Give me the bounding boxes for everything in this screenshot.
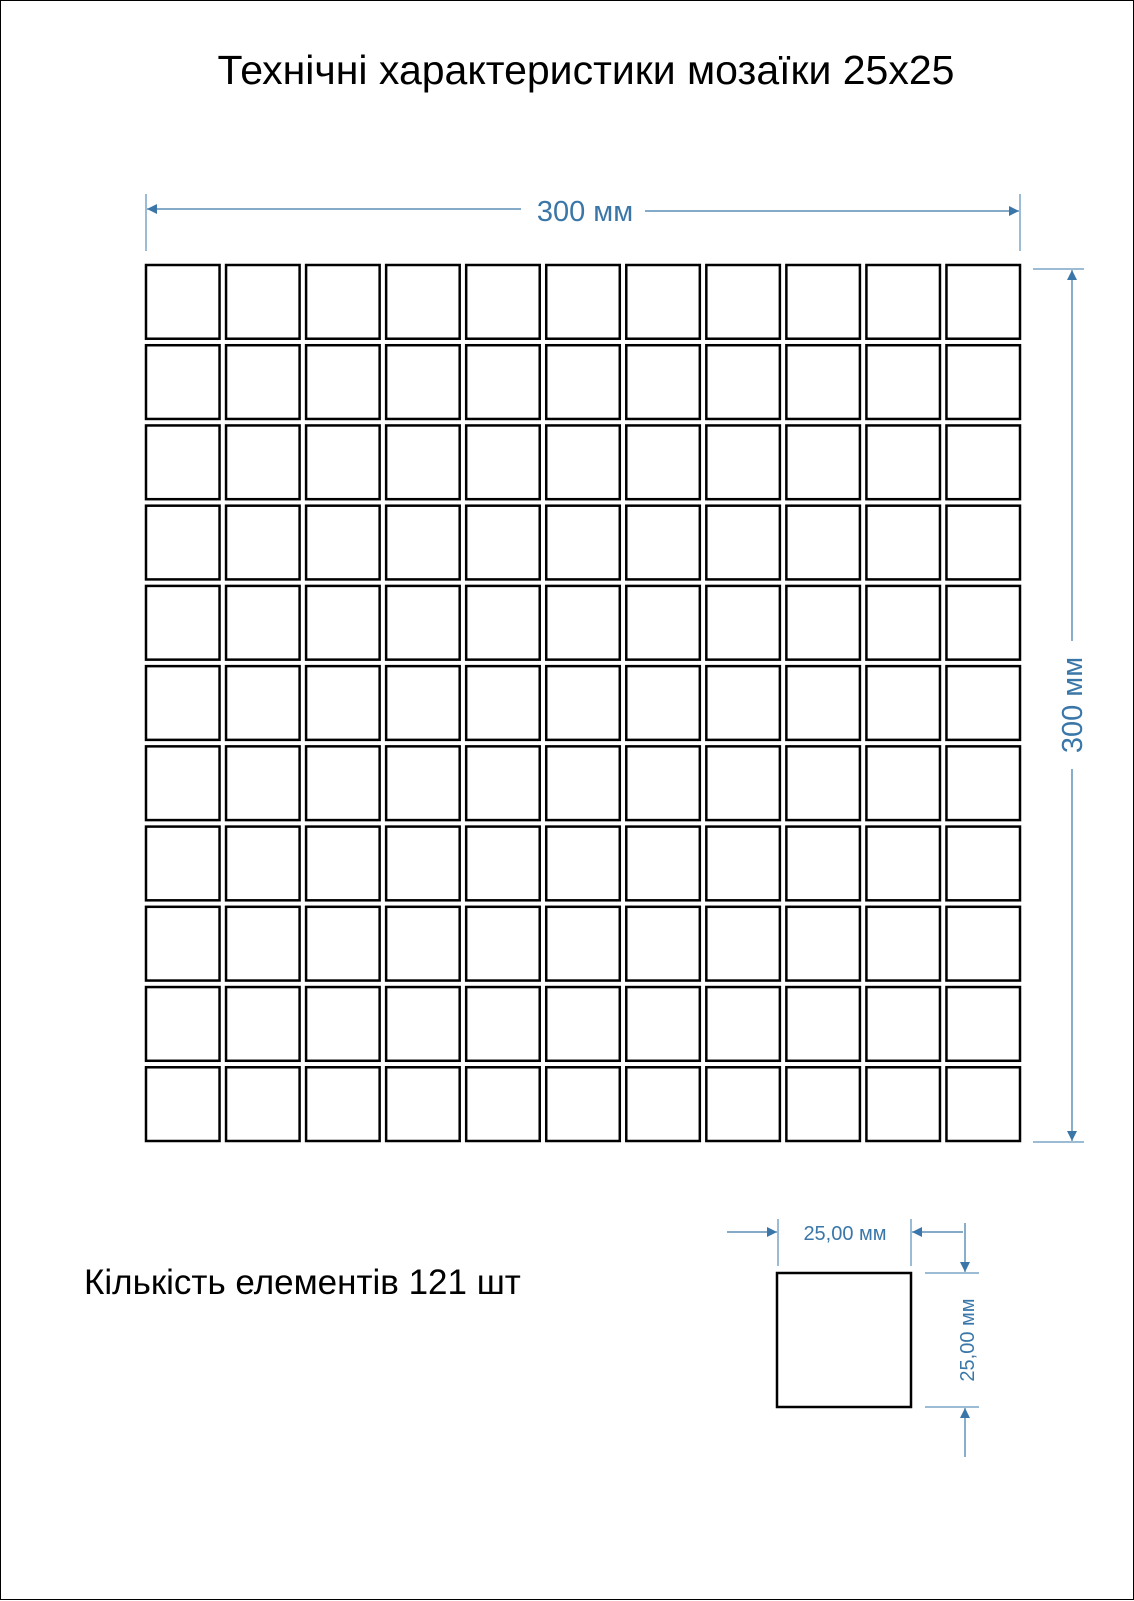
mosaic-tile bbox=[306, 345, 380, 419]
mosaic-tile bbox=[786, 666, 860, 740]
mosaic-tile bbox=[866, 827, 940, 901]
mosaic-tile bbox=[466, 907, 540, 981]
mosaic-tile bbox=[546, 506, 620, 580]
mosaic-tile bbox=[386, 666, 460, 740]
mosaic-tile bbox=[386, 586, 460, 660]
mosaic-tile bbox=[466, 425, 540, 499]
mosaic-tile bbox=[706, 265, 780, 339]
mosaic-tile bbox=[466, 666, 540, 740]
mosaic-tile bbox=[626, 506, 700, 580]
tile-height-label: 25,00 мм bbox=[957, 1298, 979, 1382]
mosaic-tile bbox=[706, 586, 780, 660]
mosaic-tile bbox=[306, 506, 380, 580]
mosaic-tile bbox=[466, 586, 540, 660]
mosaic-tile bbox=[546, 907, 620, 981]
mosaic-tile bbox=[946, 265, 1020, 339]
mosaic-tile bbox=[626, 425, 700, 499]
mosaic-tile bbox=[146, 265, 220, 339]
mosaic-tile bbox=[626, 907, 700, 981]
mosaic-tile bbox=[866, 506, 940, 580]
mosaic-tile bbox=[546, 345, 620, 419]
mosaic-tile bbox=[466, 1067, 540, 1141]
mosaic-tile bbox=[466, 265, 540, 339]
mosaic-tile bbox=[386, 345, 460, 419]
mosaic-tile bbox=[306, 586, 380, 660]
mosaic-tile bbox=[306, 827, 380, 901]
mosaic-tile bbox=[706, 345, 780, 419]
mosaic-tile bbox=[306, 907, 380, 981]
mosaic-tile bbox=[146, 425, 220, 499]
mosaic-tile bbox=[946, 827, 1020, 901]
mosaic-tile bbox=[706, 907, 780, 981]
mosaic-tile bbox=[866, 425, 940, 499]
mosaic-tile bbox=[146, 506, 220, 580]
mosaic-tile bbox=[946, 586, 1020, 660]
mosaic-tile bbox=[546, 827, 620, 901]
mosaic-tile bbox=[146, 827, 220, 901]
mosaic-tile bbox=[706, 987, 780, 1061]
mosaic-tile bbox=[386, 827, 460, 901]
sheet-width-label: 300 мм bbox=[536, 196, 634, 228]
mosaic-tile bbox=[146, 345, 220, 419]
mosaic-tile bbox=[786, 586, 860, 660]
mosaic-tile bbox=[466, 345, 540, 419]
mosaic-tile bbox=[626, 827, 700, 901]
mosaic-tile bbox=[946, 1067, 1020, 1141]
mosaic-tile bbox=[226, 987, 300, 1061]
mosaic-tile bbox=[786, 746, 860, 820]
single-tile-detail bbox=[777, 1273, 911, 1407]
mosaic-tile bbox=[226, 425, 300, 499]
mosaic-tile bbox=[706, 506, 780, 580]
mosaic-tile bbox=[946, 425, 1020, 499]
mosaic-tile bbox=[386, 506, 460, 580]
mosaic-tile bbox=[146, 907, 220, 981]
element-count: Кількість елементів 121 шт bbox=[84, 1263, 521, 1302]
mosaic-tile bbox=[866, 666, 940, 740]
mosaic-tile bbox=[626, 1067, 700, 1141]
mosaic-tile bbox=[866, 345, 940, 419]
mosaic-tile bbox=[706, 1067, 780, 1141]
mosaic-tile bbox=[786, 506, 860, 580]
mosaic-tile bbox=[626, 265, 700, 339]
mosaic-tile bbox=[546, 586, 620, 660]
mosaic-tile bbox=[866, 746, 940, 820]
mosaic-tile bbox=[306, 746, 380, 820]
mosaic-tile bbox=[306, 265, 380, 339]
mosaic-tile bbox=[386, 746, 460, 820]
mosaic-tile bbox=[466, 987, 540, 1061]
mosaic-tile bbox=[226, 1067, 300, 1141]
mosaic-tile bbox=[306, 666, 380, 740]
mosaic-tile bbox=[786, 345, 860, 419]
mosaic-tile bbox=[786, 827, 860, 901]
mosaic-tile bbox=[386, 265, 460, 339]
mosaic-tile bbox=[866, 586, 940, 660]
mosaic-tile bbox=[626, 987, 700, 1061]
mosaic-tile bbox=[546, 987, 620, 1061]
mosaic-tile bbox=[706, 827, 780, 901]
mosaic-tile bbox=[786, 265, 860, 339]
mosaic-tile bbox=[626, 746, 700, 820]
mosaic-tile bbox=[866, 907, 940, 981]
mosaic-tile bbox=[786, 987, 860, 1061]
mosaic-tile bbox=[386, 1067, 460, 1141]
mosaic-tile bbox=[866, 1067, 940, 1141]
mosaic-tile bbox=[946, 506, 1020, 580]
mosaic-tile bbox=[546, 1067, 620, 1141]
mosaic-tile bbox=[626, 586, 700, 660]
mosaic-tile bbox=[466, 827, 540, 901]
mosaic-tile bbox=[146, 586, 220, 660]
mosaic-tile bbox=[226, 506, 300, 580]
mosaic-tile bbox=[706, 666, 780, 740]
mosaic-tile bbox=[226, 345, 300, 419]
mosaic-tile bbox=[786, 425, 860, 499]
mosaic-tile bbox=[386, 987, 460, 1061]
mosaic-tile bbox=[226, 265, 300, 339]
mosaic-tile bbox=[306, 1067, 380, 1141]
mosaic-tile bbox=[466, 746, 540, 820]
mosaic-tile bbox=[546, 666, 620, 740]
mosaic-tile bbox=[146, 987, 220, 1061]
mosaic-tile bbox=[626, 666, 700, 740]
mosaic-tile bbox=[866, 265, 940, 339]
tile-grid bbox=[146, 265, 1020, 1141]
mosaic-tile bbox=[386, 425, 460, 499]
tile-width-label: 25,00 мм bbox=[803, 1223, 887, 1245]
mosaic-tile bbox=[546, 425, 620, 499]
mosaic-tile bbox=[706, 425, 780, 499]
mosaic-tile bbox=[226, 746, 300, 820]
mosaic-tile bbox=[306, 987, 380, 1061]
mosaic-tile bbox=[546, 265, 620, 339]
mosaic-tile bbox=[866, 987, 940, 1061]
mosaic-tile bbox=[466, 506, 540, 580]
mosaic-tile bbox=[386, 907, 460, 981]
mosaic-tile bbox=[786, 1067, 860, 1141]
mosaic-drawing bbox=[1, 1, 1134, 1601]
sheet-height-label: 300 мм bbox=[1057, 656, 1089, 754]
mosaic-tile bbox=[946, 987, 1020, 1061]
mosaic-tile bbox=[546, 746, 620, 820]
mosaic-tile bbox=[146, 1067, 220, 1141]
mosaic-tile bbox=[306, 425, 380, 499]
mosaic-tile bbox=[946, 746, 1020, 820]
mosaic-tile bbox=[626, 345, 700, 419]
mosaic-tile bbox=[226, 586, 300, 660]
mosaic-tile bbox=[146, 746, 220, 820]
mosaic-tile bbox=[226, 907, 300, 981]
mosaic-tile bbox=[226, 827, 300, 901]
mosaic-tile bbox=[786, 907, 860, 981]
mosaic-tile bbox=[706, 746, 780, 820]
page-title: Технічні характеристики мозаїки 25x25 bbox=[217, 47, 955, 93]
mosaic-tile bbox=[226, 666, 300, 740]
mosaic-tile bbox=[946, 666, 1020, 740]
mosaic-tile bbox=[946, 907, 1020, 981]
mosaic-tile bbox=[146, 666, 220, 740]
mosaic-tile bbox=[946, 345, 1020, 419]
